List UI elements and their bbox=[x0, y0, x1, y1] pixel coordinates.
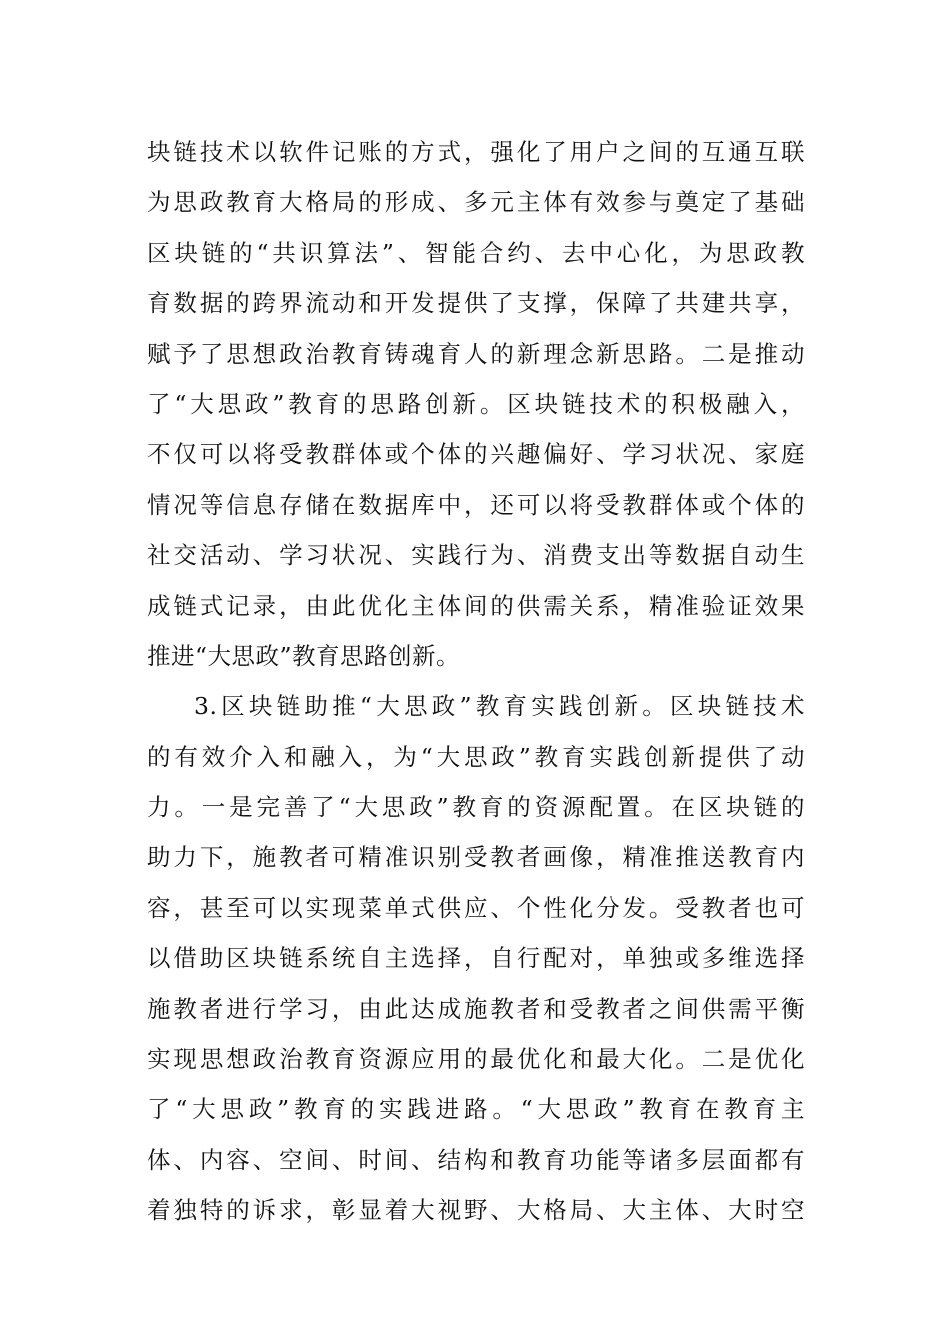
text-line: 社交活动、学习状况、实践行为、消费支出等数据自动生 bbox=[147, 541, 805, 570]
text-line: 情况等信息存储在数据库中，还可以将受教群体或个体的 bbox=[147, 490, 805, 519]
text-line: 了“大思政”教育的思路创新。区块链技术的积极融入， bbox=[147, 389, 805, 418]
text-line: 推进“大思政”教育思路创新。 bbox=[147, 641, 461, 670]
text-line: 赋予了思想政治教育铸魂育人的新理念新思路。二是推动 bbox=[147, 339, 805, 368]
text-line: 育数据的跨界流动和开发提供了支撑，保障了共建共享， bbox=[147, 289, 805, 318]
text-line: 实现思想政治教育资源应用的最优化和最大化。二是优化 bbox=[147, 1045, 805, 1074]
text-line: 区块链的“共识算法”、智能合约、去中心化，为思政教 bbox=[147, 238, 805, 267]
text-line: 不仅可以将受教群体或个体的兴趣偏好、学习状况、家庭 bbox=[147, 440, 805, 469]
text-line: 施教者进行学习，由此达成施教者和受教者之间供需平衡 bbox=[147, 994, 805, 1023]
text-line: 体、内容、空间、时间、结构和教育功能等诸多层面都有 bbox=[147, 1145, 805, 1174]
text-line: 力。一是完善了“大思政”教育的资源配置。在区块链的 bbox=[147, 793, 805, 822]
text-line: 的有效介入和融入，为“大思政”教育实践创新提供了动 bbox=[147, 742, 805, 771]
text-line: 成链式记录，由此优化主体间的供需关系，精准验证效果 bbox=[147, 591, 805, 620]
text-line: 以借助区块链系统自主选择，自行配对，单独或多维选择 bbox=[147, 944, 805, 973]
text-line: 为思政教育大格局的形成、多元主体有效参与奠定了基础 bbox=[147, 188, 805, 217]
text-line: 3.区块链助推“大思政”教育实践创新。区块链技术 bbox=[194, 692, 805, 721]
text-line: 块链技术以软件记账的方式，强化了用户之间的互通互联 bbox=[147, 138, 805, 166]
text-line: 助力下，施教者可精准识别受教者画像，精准推送教育内 bbox=[147, 843, 805, 872]
document-page bbox=[147, 127, 805, 1236]
text-line: 容，甚至可以实现菜单式供应、个性化分发。受教者也可 bbox=[147, 893, 805, 922]
text-line: 了“大思政”教育的实践进路。“大思政”教育在教育主 bbox=[147, 1095, 805, 1124]
text-line: 着独特的诉求，彰显着大视野、大格局、大主体、大时空 bbox=[147, 1196, 805, 1225]
